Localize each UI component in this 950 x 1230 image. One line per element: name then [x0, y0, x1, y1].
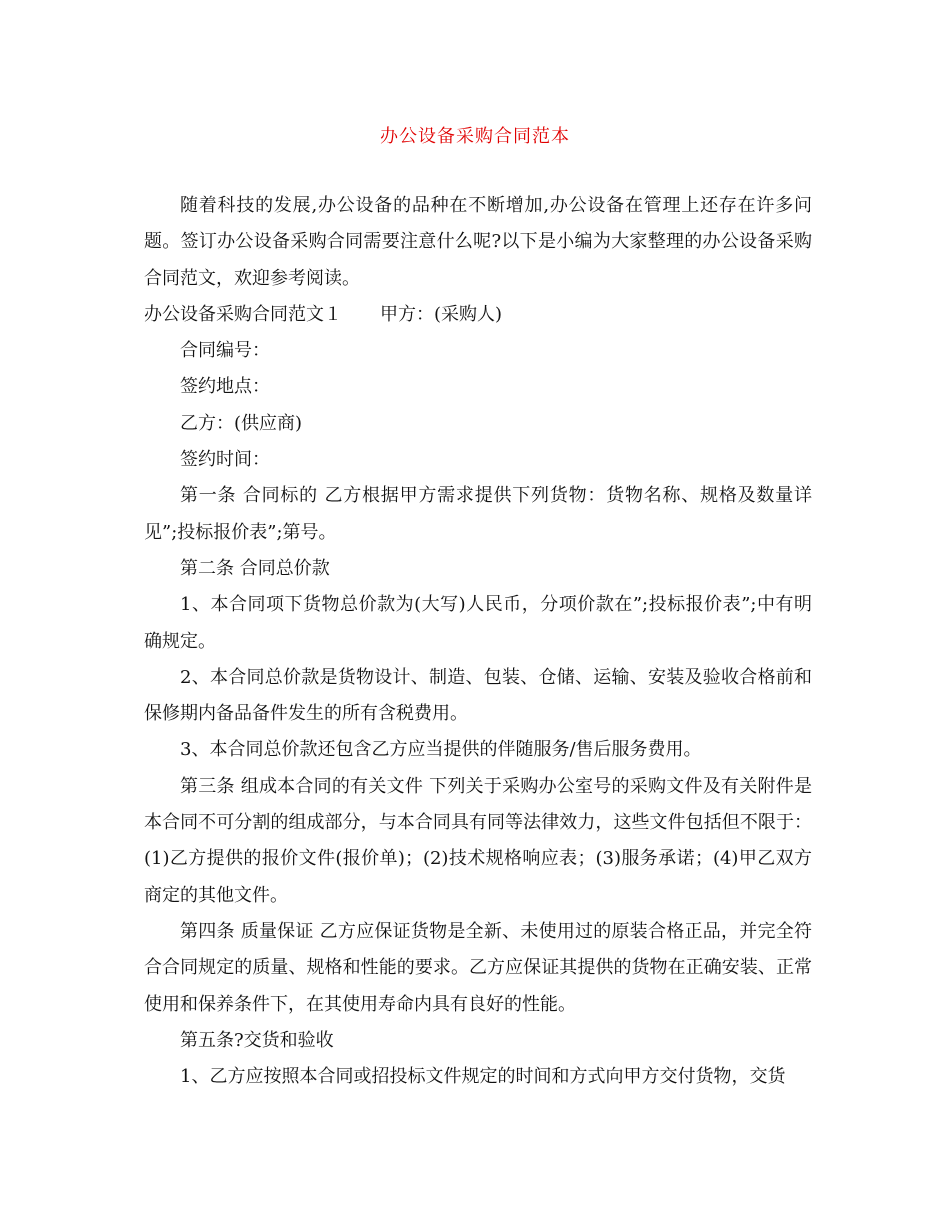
- document-title: 办公设备采购合同范本: [380, 126, 570, 147]
- sign-time-label: 签约时间：: [180, 449, 270, 471]
- article-5-heading: 第五条?交货和验收: [180, 1029, 334, 1051]
- article-5-item-1: 1、乙方应按照本合同或招投标文件规定的时间和方式向甲方交付货物，交货: [180, 1066, 786, 1088]
- article-4-paragraph: 第四条 质量保证 乙方应保证货物是全新、未使用过的原装合格正品，并完全符合合同规定的质量、规格和性能的要求。乙方应保证其提供的货物在正确安装、正常使用和保养条件下，在其使用寿命内具有良好的性能。: [144, 920, 812, 1015]
- sign-place-label: 签约地点：: [180, 376, 270, 398]
- article-2-heading: 第二条 合同总价款: [180, 557, 330, 579]
- article-2-item-3: 3、本合同总价款还包含乙方应当提供的伴随服务/售后服务费用。: [180, 739, 702, 761]
- party-a-label: 甲方：(采购人): [380, 303, 503, 325]
- article-1-paragraph: 第一条 合同标的 乙方根据甲方需求提供下列货物：货物名称、规格及数量详见”;投标报价表”;第号。: [144, 485, 812, 543]
- article-2-item-2: 2、本合同总价款是货物设计、制造、包装、仓储、运输、安装及验收合格前和保修期内备品备件发生的所有含税费用。: [144, 666, 812, 725]
- article-3-paragraph: 第三条 组成本合同的有关文件 下列关于采购办公室号的采购文件及有关附件是本合同不可分割的组成部分，与本合同具有同等法律效力，这些文件包括但不限于：(1)乙方提供的报价文件(报价单)；(2)技术规格响应表；(3)服务承诺；(4)甲乙双方商定的其他文件。: [144, 775, 812, 906]
- contract-number-label: 合同编号：: [180, 340, 270, 362]
- article-2-item-1: 1、本合同项下货物总价款为(大写)人民币，分项价款在”;投标报价表”;中有明确规定。: [144, 594, 812, 652]
- sample-heading: 办公设备采购合同范文１: [144, 303, 342, 325]
- intro-paragraph: 随着科技的发展,办公设备的品种在不断增加,办公设备在管理上还存在许多问题。签订办公设备采购合同需要注意什么呢?以下是小编为大家整理的办公设备采购合同范文，欢迎参考阅读。: [144, 195, 812, 289]
- document-body: [144, 188, 812, 1095]
- party-b-label: 乙方：(供应商): [180, 412, 303, 434]
- sample-heading-line: [144, 297, 812, 333]
